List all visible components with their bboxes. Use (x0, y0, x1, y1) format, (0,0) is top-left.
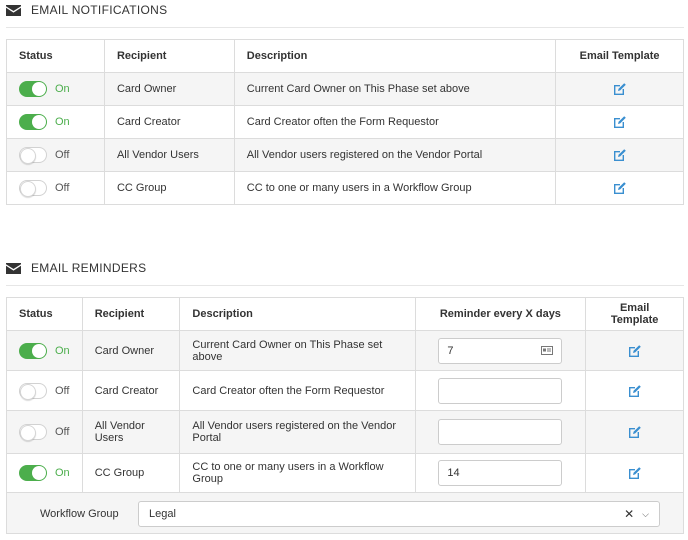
description-cell: Card Creator often the Form Requestor (180, 371, 415, 411)
table-row (7, 106, 684, 139)
recipient-cell: CC Group (104, 172, 234, 205)
table-row (7, 371, 684, 411)
notifications-table (6, 39, 684, 205)
description-cell: CC to one or many users in a Workflow Group (234, 172, 555, 205)
edit-icon[interactable] (613, 181, 627, 195)
table-header-row (7, 298, 684, 331)
description-cell: All Vendor users registered on the Vendor Portal (234, 139, 555, 172)
edit-icon[interactable] (628, 344, 642, 358)
envelope-icon (6, 263, 21, 274)
recipient-cell: All Vendor Users (82, 411, 180, 454)
reminder-days-value: 7 (447, 344, 454, 357)
table-row (7, 139, 684, 172)
column-header-description: Description (180, 298, 415, 331)
status-label: On (55, 83, 70, 95)
description-cell: Current Card Owner on This Phase set above (180, 331, 415, 371)
recipient-cell: Card Owner (82, 331, 180, 371)
recipient-cell: Card Creator (104, 106, 234, 139)
status-toggle[interactable] (19, 114, 47, 130)
status-toggle[interactable] (19, 147, 47, 163)
reminders-table (6, 297, 684, 534)
status-toggle[interactable] (19, 81, 47, 97)
column-header-status: Status (7, 298, 83, 331)
column-header-reminder-days: Reminder every X days (415, 298, 586, 331)
status-toggle[interactable] (19, 383, 47, 399)
edit-icon[interactable] (613, 148, 627, 162)
workflow-group-value: Legal (149, 508, 176, 520)
status-label: Off (55, 182, 70, 194)
table-row (7, 454, 684, 493)
column-header-description: Description (234, 40, 555, 73)
description-cell: All Vendor users registered on the Vendor Portal (180, 411, 415, 454)
recipient-cell: Card Creator (82, 371, 180, 411)
table-row (7, 331, 684, 371)
status-toggle[interactable] (19, 343, 47, 359)
edit-icon[interactable] (613, 115, 627, 129)
chevron-down-icon[interactable]: ⌵ (642, 508, 649, 519)
status-toggle[interactable] (19, 180, 47, 196)
status-label: On (55, 344, 70, 357)
divider (6, 27, 684, 28)
edit-icon[interactable] (628, 384, 642, 398)
section-title: EMAIL REMINDERS (31, 261, 147, 275)
status-label: On (55, 116, 70, 128)
divider (6, 285, 684, 286)
workflow-group-select[interactable] (138, 501, 660, 527)
description-cell: Current Card Owner on This Phase set above (234, 73, 555, 106)
id-card-icon (541, 346, 553, 355)
reminder-days-input[interactable] (438, 338, 562, 364)
email-notifications-header (6, 3, 167, 17)
table-header-row (7, 40, 684, 73)
reminder-days-input[interactable] (438, 419, 562, 445)
clear-icon[interactable]: ✕ (624, 507, 635, 521)
recipient-cell: All Vendor Users (104, 139, 234, 172)
table-row (7, 172, 684, 205)
status-toggle[interactable] (19, 424, 47, 440)
column-header-email-template: Email Template (586, 298, 684, 331)
email-reminders-header (6, 261, 146, 275)
recipient-cell: CC Group (82, 454, 180, 493)
edit-icon[interactable] (628, 425, 642, 439)
edit-icon[interactable] (613, 82, 627, 96)
column-header-status: Status (7, 40, 105, 73)
status-toggle[interactable] (19, 465, 47, 481)
workflow-group-label: Workflow Group (40, 508, 119, 520)
column-header-recipient: Recipient (82, 298, 180, 331)
status-label: Off (55, 149, 70, 161)
description-cell: CC to one or many users in a Workflow Group (180, 454, 415, 493)
table-row (7, 73, 684, 106)
column-header-recipient: Recipient (104, 40, 234, 73)
description-cell: Card Creator often the Form Requestor (234, 106, 555, 139)
status-label: On (55, 467, 70, 479)
reminder-days-value: 14 (447, 467, 460, 479)
status-label: Off (55, 426, 70, 438)
reminder-days-input[interactable] (438, 460, 562, 486)
table-row (7, 411, 684, 454)
status-label: Off (55, 384, 70, 397)
recipient-cell: Card Owner (104, 73, 234, 106)
column-header-email-template: Email Template (556, 40, 684, 73)
edit-icon[interactable] (628, 466, 642, 480)
envelope-icon (6, 5, 21, 16)
reminder-days-input[interactable] (438, 378, 562, 404)
section-title: EMAIL NOTIFICATIONS (31, 3, 168, 17)
